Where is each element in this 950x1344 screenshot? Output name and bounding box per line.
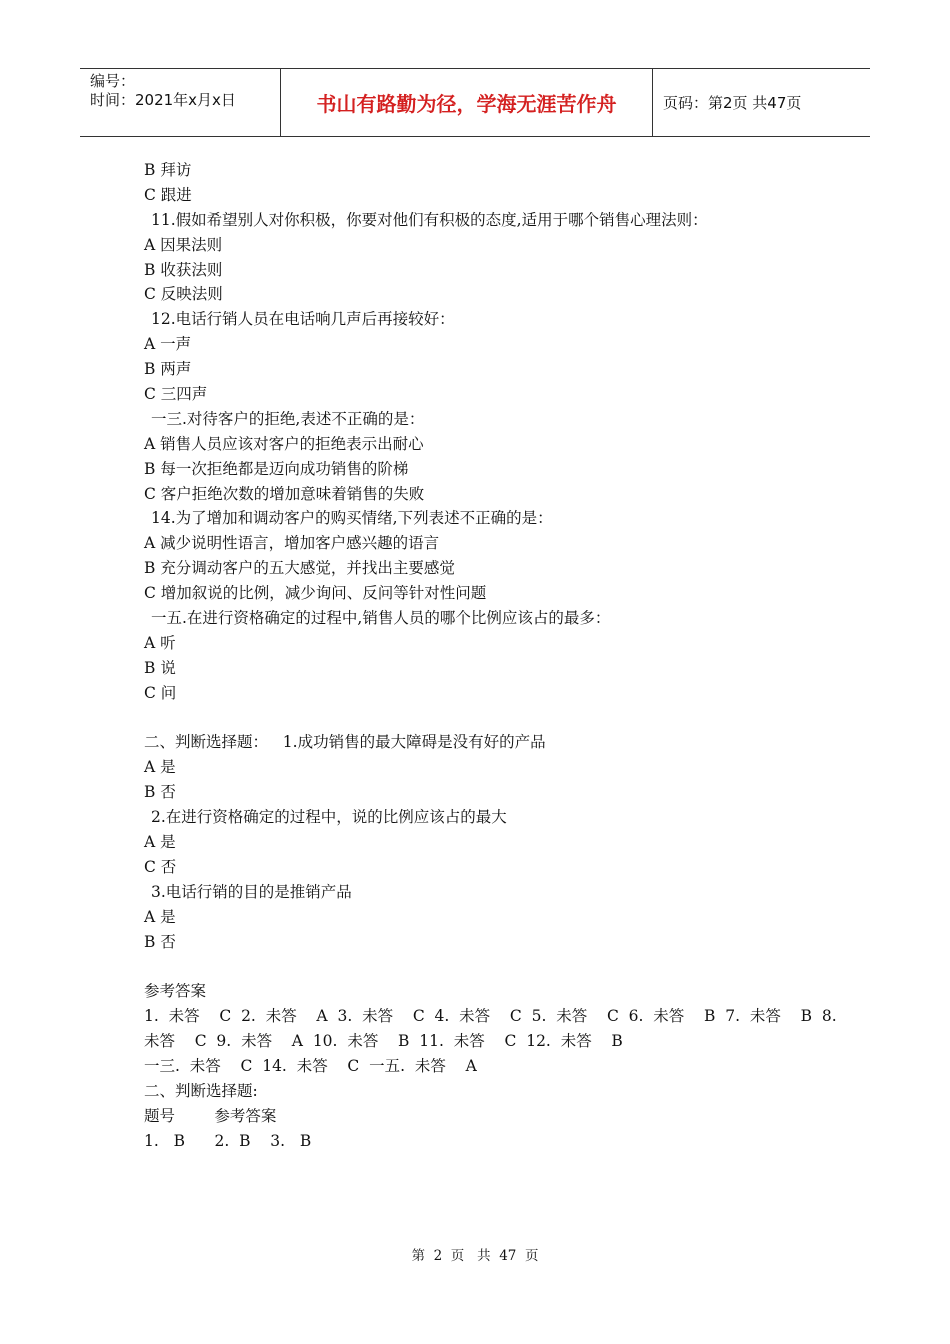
text-line: 一三. 未答 C 14. 未答 C 一五. 未答 A [144, 1057, 477, 1076]
text-line: A 因果法则 [144, 235, 223, 254]
text-line: C 客户拒绝次数的增加意味着销售的失败 [144, 484, 425, 503]
text-line: 一三.对待客户的拒绝,表述不正确的是： [151, 409, 425, 428]
text-line: A 减少说明性语言，增加客户感兴趣的语言 [144, 534, 440, 553]
blank-line [144, 955, 824, 980]
document-number-label: 编号： [90, 72, 136, 90]
text-line: A 一声 [144, 335, 192, 354]
text-line: B 否 [144, 932, 176, 951]
text-line: A 是 [144, 833, 176, 852]
text-line: A 是 [144, 758, 176, 777]
text-line: B 拜访 [144, 161, 192, 179]
text-line: 2.在进行资格确定的过程中，说的比例应该占的最大 [151, 808, 507, 827]
text-line: 一五.在进行资格确定的过程中,销售人员的哪个比例应该占的最多： [151, 609, 611, 628]
text-line: 参考答案 [144, 982, 207, 1001]
text-line: C 反映法则 [144, 285, 223, 304]
text-line: 二、判断选择题： 1.成功销售的最大障碍是没有好的产品 [144, 733, 546, 752]
text-line: 3.电话行销的目的是推销产品 [151, 882, 352, 901]
text-line: C 跟进 [144, 185, 192, 204]
text-line: 题号 参考答案 [144, 1106, 277, 1125]
text-line: B 否 [144, 783, 176, 802]
header-page-info: 页码：第2页 共47页 [663, 94, 802, 112]
blank-line [144, 706, 824, 731]
text-line: 12.电话行销人员在电话响几声后再接较好： [151, 310, 455, 329]
text-line: C 问 [144, 683, 177, 702]
text-line: A 销售人员应该对客户的拒绝表示出耐心 [144, 434, 424, 453]
text-line: C 增加叙说的比例，减少询问、反问等针对性问题 [144, 584, 487, 603]
text-line: B 充分调动客户的五大感觉，并找出主要感觉 [144, 559, 455, 578]
text-line: B 每一次拒绝都是迈向成功销售的阶梯 [144, 459, 409, 478]
text-line: C 三四声 [144, 385, 208, 404]
text-line: 1. B 2. B 3. B [144, 1131, 312, 1150]
text-line: 二、判断选择题: [144, 1081, 258, 1100]
text-line: B 收获法则 [144, 260, 223, 279]
header-slogan: 书山有路勤为径，学海无涯苦作舟 [280, 69, 653, 136]
page-header [80, 68, 870, 137]
document-body [144, 158, 837, 1154]
text-line: A 听 [144, 633, 176, 652]
header-meta [80, 69, 280, 136]
text-line: 11.假如希望别人对你积极，你要对他们有积极的态度,适用于哪个销售心理法则： [151, 210, 708, 229]
text-line: 14.为了增加和调动客户的购买情绪,下列表述不正确的是： [151, 509, 553, 528]
text-line: 1. 未答 C 2. 未答 A 3. 未答 C 4. 未答 C 5. 未答 C 6. 未答 B 7. 未答 B 8. [144, 1007, 837, 1026]
text-line: 未答 C 9. 未答 A 10. 未答 B 11. 未答 C 12. 未答 B [144, 1032, 623, 1051]
page-footer: 第 2 页 共 47 页 [411, 1248, 539, 1264]
text-line: B 说 [144, 658, 176, 677]
text-line: C 否 [144, 857, 177, 876]
document-date: 时间：2021年x月x日 [90, 91, 236, 109]
text-line: B 两声 [144, 360, 192, 379]
text-line: A 是 [144, 907, 176, 926]
